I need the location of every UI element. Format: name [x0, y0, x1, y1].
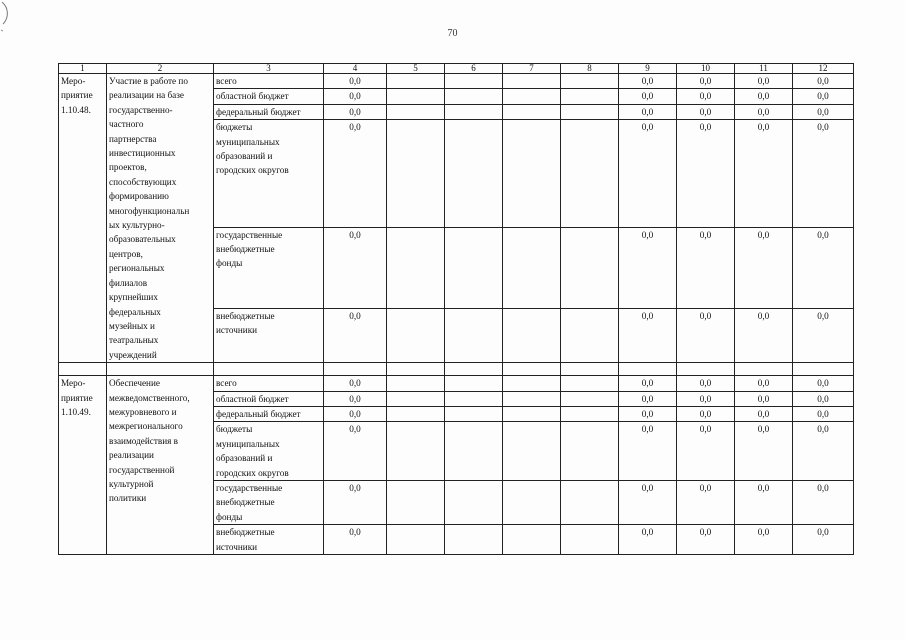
funding-source-cell — [214, 104, 324, 119]
measure-description-line: партнерства — [109, 133, 157, 144]
value-cell: 0,0 — [324, 308, 387, 363]
value-cell: 0,0 — [619, 227, 677, 308]
measure-description-line: ых культурно- — [109, 220, 165, 231]
header-row — [59, 64, 854, 74]
funding-source-cell — [214, 480, 324, 524]
empty-cell — [561, 104, 619, 119]
funding-source-cell — [214, 422, 324, 481]
header-cell: 7 — [503, 64, 561, 74]
funding-source-line: областной бюджет — [216, 393, 289, 404]
empty-cell — [445, 89, 503, 104]
measure-description-line: межведомственного, — [109, 392, 190, 403]
funding-source-line: муниципальных — [216, 136, 280, 147]
funding-source-line: государственные — [216, 229, 283, 240]
value-cell: 0,0 — [324, 376, 387, 391]
value-cell: 0,0 — [324, 74, 387, 89]
value-cell: 0,0 — [677, 376, 735, 391]
value-cell: 0,0 — [793, 422, 854, 481]
empty-cell — [503, 74, 561, 89]
value-cell: 0,0 — [793, 74, 854, 89]
empty-cell — [561, 525, 619, 555]
empty-cell — [503, 308, 561, 363]
empty-cell — [387, 308, 445, 363]
funding-source-line: образований и — [216, 151, 273, 162]
funding-source-cell — [214, 391, 324, 406]
spacer-cell — [735, 363, 793, 376]
value-cell: 0,0 — [677, 406, 735, 421]
measure-description-line: крупнейших — [109, 292, 158, 303]
value-cell: 0,0 — [793, 120, 854, 227]
measure-code-line: Меро- — [61, 76, 86, 86]
measure-description-line: учреждений — [109, 349, 157, 360]
funding-source-line: всего — [216, 76, 237, 86]
value-cell: 0,0 — [677, 89, 735, 104]
empty-cell — [503, 120, 561, 227]
funding-source-line: источники — [216, 541, 258, 552]
header-cell: 2 — [107, 64, 214, 74]
spacer-cell — [59, 363, 107, 376]
measure-code-cell — [59, 376, 107, 555]
empty-cell — [445, 406, 503, 421]
empty-cell — [445, 525, 503, 555]
value-cell: 0,0 — [735, 422, 793, 481]
empty-cell — [445, 391, 503, 406]
value-cell: 0,0 — [619, 74, 677, 89]
spacer-cell — [677, 363, 735, 376]
measure-code-line: 1.10.49. — [61, 406, 91, 417]
empty-cell — [561, 376, 619, 391]
spacer-cell — [503, 363, 561, 376]
measure-code-line: приятие — [61, 90, 93, 101]
page-number: 70 — [447, 28, 458, 39]
measure-description-line: формированию — [109, 191, 169, 202]
value-cell: 0,0 — [793, 376, 854, 391]
value-cell: 0,0 — [324, 120, 387, 227]
spacer-cell — [107, 363, 214, 376]
empty-cell — [445, 376, 503, 391]
measure-code-line: приятие — [61, 392, 93, 403]
empty-cell — [445, 227, 503, 308]
empty-cell — [503, 422, 561, 481]
empty-cell — [445, 120, 503, 227]
empty-cell — [503, 480, 561, 524]
spacer-row — [59, 363, 854, 376]
funding-source-cell — [214, 89, 324, 104]
value-cell: 0,0 — [324, 406, 387, 421]
measure-description-line: государственно- — [109, 104, 173, 115]
funding-source-line: фонды — [216, 511, 243, 522]
value-cell: 0,0 — [619, 308, 677, 363]
measure-description-line: театральных — [109, 335, 159, 346]
measure-description-line: межуровневого и — [109, 406, 177, 417]
funding-source-cell — [214, 120, 324, 227]
header-cell: 10 — [677, 64, 735, 74]
measure-description-line: культурной — [109, 478, 154, 489]
measure-description-line: музейных и — [109, 320, 155, 331]
value-cell: 0,0 — [677, 525, 735, 555]
value-cell: 0,0 — [793, 480, 854, 524]
budget-table — [58, 63, 854, 555]
empty-cell — [387, 376, 445, 391]
funding-source-line: областной бюджет — [216, 91, 289, 102]
empty-cell — [445, 308, 503, 363]
value-cell: 0,0 — [735, 480, 793, 524]
measure-description-line: государственной — [109, 464, 175, 475]
spacer-cell — [324, 363, 387, 376]
measure-description-line: взаимодействия в — [109, 435, 178, 446]
measure-description-line: центров, — [109, 248, 143, 259]
spacer-cell — [387, 363, 445, 376]
value-cell: 0,0 — [735, 308, 793, 363]
value-cell: 0,0 — [324, 227, 387, 308]
empty-cell — [503, 406, 561, 421]
value-cell: 0,0 — [324, 104, 387, 119]
value-cell: 0,0 — [619, 104, 677, 119]
measure-description-line: межрегионального — [109, 421, 183, 432]
funding-source-cell — [214, 227, 324, 308]
header-cell: 8 — [561, 64, 619, 74]
measure-description-line: проектов, — [109, 162, 147, 173]
value-cell: 0,0 — [793, 391, 854, 406]
funding-source-line: государственные — [216, 482, 283, 493]
funding-source-line: образований и — [216, 453, 273, 464]
empty-cell — [387, 391, 445, 406]
value-cell: 0,0 — [677, 74, 735, 89]
measure-description-line: способствующих — [109, 176, 177, 187]
empty-cell — [561, 227, 619, 308]
value-cell: 0,0 — [619, 422, 677, 481]
funding-source-cell — [214, 406, 324, 421]
value-cell: 0,0 — [793, 89, 854, 104]
value-cell: 0,0 — [793, 525, 854, 555]
empty-cell — [503, 391, 561, 406]
spacer-cell — [214, 363, 324, 376]
funding-source-line: внебюджетные — [216, 527, 275, 538]
funding-source-cell — [214, 525, 324, 555]
table-row — [59, 376, 854, 391]
measure-description-cell — [107, 74, 214, 363]
empty-cell — [387, 406, 445, 421]
empty-cell — [445, 104, 503, 119]
header-cell: 12 — [793, 64, 854, 74]
empty-cell — [387, 74, 445, 89]
measure-description-line: политики — [109, 493, 147, 504]
funding-source-line: внебюджетные — [216, 497, 275, 508]
funding-source-line: всего — [216, 378, 237, 389]
empty-cell — [503, 89, 561, 104]
measure-description-line: региональных — [109, 263, 165, 274]
measure-code-cell — [59, 74, 107, 363]
value-cell: 0,0 — [735, 227, 793, 308]
empty-cell — [387, 227, 445, 308]
empty-cell — [561, 480, 619, 524]
empty-cell — [503, 376, 561, 391]
value-cell: 0,0 — [324, 480, 387, 524]
measure-code-line: 1.10.48. — [61, 104, 91, 115]
funding-source-line: фонды — [216, 258, 243, 269]
funding-source-line: бюджеты — [216, 122, 253, 133]
funding-source-line: федеральный бюджет — [216, 408, 301, 419]
empty-cell — [445, 74, 503, 89]
value-cell: 0,0 — [735, 376, 793, 391]
value-cell: 0,0 — [793, 308, 854, 363]
value-cell: 0,0 — [735, 89, 793, 104]
value-cell: 0,0 — [735, 74, 793, 89]
empty-cell — [561, 308, 619, 363]
header-cell: 3 — [214, 64, 324, 74]
measure-description-line: образовательных — [109, 234, 176, 245]
empty-cell — [387, 120, 445, 227]
value-cell: 0,0 — [619, 480, 677, 524]
value-cell: 0,0 — [619, 376, 677, 391]
empty-cell — [561, 422, 619, 481]
value-cell: 0,0 — [324, 89, 387, 104]
empty-cell — [503, 525, 561, 555]
funding-source-line: муниципальных — [216, 438, 280, 449]
value-cell: 0,0 — [677, 227, 735, 308]
value-cell: 0,0 — [735, 525, 793, 555]
funding-source-cell — [214, 376, 324, 391]
measure-description-cell — [107, 376, 214, 555]
empty-cell — [561, 74, 619, 89]
empty-cell — [445, 480, 503, 524]
funding-source-line: внебюджетные — [216, 310, 275, 321]
value-cell: 0,0 — [793, 104, 854, 119]
empty-cell — [561, 120, 619, 227]
empty-cell — [561, 391, 619, 406]
table-row — [59, 74, 854, 89]
value-cell: 0,0 — [793, 227, 854, 308]
value-cell: 0,0 — [677, 308, 735, 363]
value-cell: 0,0 — [324, 525, 387, 555]
spacer-cell — [445, 363, 503, 376]
empty-cell — [387, 525, 445, 555]
funding-source-cell — [214, 308, 324, 363]
measure-description-line: многофункциональн — [109, 205, 190, 216]
value-cell: 0,0 — [677, 480, 735, 524]
measure-code-line: Меро- — [61, 378, 86, 389]
funding-source-line: федеральный бюджет — [216, 106, 301, 117]
value-cell: 0,0 — [735, 406, 793, 421]
empty-cell — [445, 422, 503, 481]
value-cell: 0,0 — [793, 406, 854, 421]
empty-cell — [387, 104, 445, 119]
empty-cell — [387, 422, 445, 481]
funding-source-line: источники — [216, 324, 258, 335]
spacer-cell — [793, 363, 854, 376]
funding-source-cell — [214, 74, 324, 89]
value-cell: 0,0 — [619, 525, 677, 555]
empty-cell — [387, 89, 445, 104]
value-cell: 0,0 — [735, 120, 793, 227]
value-cell: 0,0 — [735, 104, 793, 119]
value-cell: 0,0 — [677, 391, 735, 406]
header-cell: 1 — [59, 64, 107, 74]
header-cell: 5 — [387, 64, 445, 74]
spacer-cell — [561, 363, 619, 376]
value-cell: 0,0 — [677, 120, 735, 227]
value-cell: 0,0 — [619, 89, 677, 104]
value-cell: 0,0 — [324, 391, 387, 406]
empty-cell — [503, 227, 561, 308]
header-cell: 9 — [619, 64, 677, 74]
measure-description-line: инвестиционных — [109, 148, 176, 159]
measure-description-line: Обеспечение — [109, 378, 160, 389]
header-cell: 11 — [735, 64, 793, 74]
empty-cell — [561, 406, 619, 421]
measure-description-line: реализации на базе — [109, 90, 184, 101]
funding-source-line: бюджеты — [216, 424, 253, 435]
empty-cell — [387, 480, 445, 524]
measure-description-line: Участие в работе по — [109, 76, 188, 86]
value-cell: 0,0 — [619, 120, 677, 227]
value-cell: 0,0 — [619, 406, 677, 421]
value-cell: 0,0 — [735, 391, 793, 406]
measure-description-line: реализации — [109, 450, 154, 461]
value-cell: 0,0 — [619, 391, 677, 406]
spacer-cell — [619, 363, 677, 376]
funding-source-line: городских округов — [216, 165, 289, 176]
value-cell: 0,0 — [324, 422, 387, 481]
header-cell: 6 — [445, 64, 503, 74]
value-cell: 0,0 — [677, 104, 735, 119]
header-cell: 4 — [324, 64, 387, 74]
measure-description-line: частного — [109, 119, 144, 130]
funding-source-line: городских округов — [216, 467, 289, 478]
empty-cell — [503, 104, 561, 119]
measure-description-line: федеральных — [109, 306, 161, 317]
empty-cell — [561, 89, 619, 104]
funding-source-line: внебюджетные — [216, 243, 275, 254]
measure-description-line: филиалов — [109, 277, 148, 288]
value-cell: 0,0 — [677, 422, 735, 481]
